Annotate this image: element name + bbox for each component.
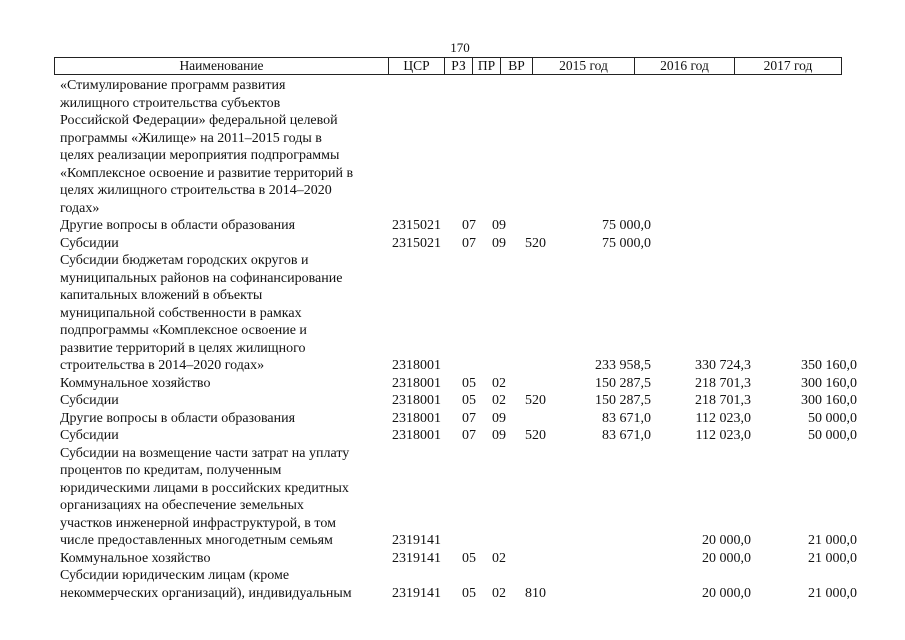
row-year-2017: 350 160,0 [801, 358, 857, 373]
row-csr: 2318001 [392, 358, 441, 373]
row-year-2015: 83 671,0 [602, 410, 651, 426]
row-year-2016: 218 701,3 [695, 393, 751, 408]
row-year-2016: 20 000,0 [702, 585, 751, 601]
row-year-2016: 20 000,0 [702, 550, 751, 566]
row-vr: 520 [525, 393, 546, 408]
row-rz: 07 [462, 428, 476, 443]
row-year-2016: 218 701,3 [695, 375, 751, 391]
row-rz: 07 [462, 235, 476, 251]
row-vr: 520 [525, 235, 546, 251]
row-rz: 05 [462, 585, 476, 601]
row-pr: 09 [492, 218, 506, 233]
row-csr: 2315021 [392, 218, 441, 233]
row-vr: 810 [525, 585, 546, 601]
row-pr: 09 [492, 428, 506, 443]
row-pr: 02 [492, 393, 506, 408]
row-vr: 520 [525, 428, 546, 443]
row-name-line: программы «Жилище» на 2011–2015 годы в [60, 130, 322, 146]
row-name-line: Субсидии бюджетам городских округов и [60, 253, 309, 268]
header-2015: 2015 год [533, 58, 635, 74]
row-year-2016: 20 000,0 [702, 533, 751, 548]
row-name-line: «Комплексное освоение и развитие территорий в [60, 165, 354, 181]
row-year-2016: 112 023,0 [695, 410, 751, 426]
row-year-2017: 50 000,0 [808, 410, 857, 426]
row-csr: 2319141 [392, 533, 441, 548]
row-pr: 02 [492, 375, 506, 391]
row-name-line: строительства в 2014–2020 годах» [60, 358, 265, 373]
row-rz: 05 [462, 550, 476, 566]
row-name-line: Другие вопросы в области образования [60, 410, 296, 426]
row-name-line: Субсидии юридическим лицам (кроме [60, 568, 290, 583]
row-name-line: числе предоставленных многодетным семьям [60, 533, 333, 548]
row-name-line: Другие вопросы в области образования [60, 218, 296, 233]
row-name-line: целях реализации мероприятия подпрограммы [60, 148, 340, 163]
row-pr: 02 [492, 550, 506, 566]
row-year-2016: 330 724,3 [695, 358, 751, 373]
row-name-line: подпрограммы «Комплексное освоение и [60, 323, 307, 338]
row-year-2015: 233 958,5 [595, 358, 651, 373]
page-number: 170 [450, 40, 470, 55]
row-rz: 05 [462, 375, 476, 391]
row-csr: 2318001 [392, 375, 441, 391]
header-vr: ВР [501, 58, 533, 74]
row-rz: 07 [462, 218, 476, 233]
row-name-line: участков инженерной инфраструктурой, в том [60, 515, 336, 531]
row-csr: 2319141 [392, 550, 441, 566]
row-name-line: развитие территорий в целях жилищного [60, 340, 306, 356]
row-pr: 02 [492, 585, 506, 601]
row-name-line: целях жилищного строительства в 2014–2020 [60, 183, 332, 198]
row-year-2017: 21 000,0 [808, 585, 857, 601]
row-rz: 07 [462, 410, 476, 426]
row-csr: 2318001 [392, 428, 441, 443]
row-name-line: юридическими лицами в российских кредитных [60, 480, 349, 496]
row-year-2015: 83 671,0 [602, 428, 651, 443]
row-year-2015: 75 000,0 [602, 235, 651, 251]
table-header [54, 57, 842, 75]
row-csr: 2315021 [392, 235, 441, 251]
header-2016: 2016 год [635, 58, 735, 74]
row-pr: 09 [492, 410, 506, 426]
row-name-line: процентов по кредитам, полученным [60, 463, 282, 478]
row-name-line: годах» [60, 200, 100, 216]
row-name-line: Субсидии [60, 428, 119, 443]
row-rz: 05 [462, 393, 476, 408]
row-year-2015: 150 287,5 [595, 393, 651, 408]
row-name-line: капитальных вложений в объекты [60, 288, 263, 303]
row-name-line: Субсидии на возмещение части затрат на уплату [60, 445, 350, 461]
header-2017: 2017 год [735, 58, 842, 74]
header-pr: ПР [473, 58, 501, 74]
row-name-line: организациях на обеспечение земельных [60, 498, 304, 513]
row-year-2017: 50 000,0 [808, 428, 857, 443]
row-year-2015: 150 287,5 [595, 375, 651, 391]
row-year-2015: 75 000,0 [602, 218, 651, 233]
row-name-line: муниципальной собственности в рамках [60, 305, 302, 321]
row-year-2016: 112 023,0 [695, 428, 751, 443]
row-csr: 2319141 [392, 585, 441, 601]
row-name-line: Коммунальное хозяйство [60, 550, 211, 566]
row-name-line: Коммунальное хозяйство [60, 375, 211, 391]
row-name-line: муниципальных районов на софинансирование [60, 270, 343, 286]
row-name-line: Субсидии [60, 393, 119, 408]
row-name-line: некоммерческих организаций), индивидуальным [60, 585, 352, 601]
header-rz: РЗ [445, 58, 473, 74]
row-csr: 2318001 [392, 410, 441, 426]
row-csr: 2318001 [392, 393, 441, 408]
row-year-2017: 21 000,0 [808, 533, 857, 548]
header-csr: ЦСР [389, 58, 445, 74]
row-year-2017: 300 160,0 [801, 393, 857, 408]
row-year-2017: 21 000,0 [808, 550, 857, 566]
row-name-line: Субсидии [60, 235, 119, 251]
row-pr: 09 [492, 235, 506, 251]
row-name-line: жилищного строительства субъектов [60, 95, 281, 111]
row-name-line: «Стимулирование программ развития [60, 78, 286, 93]
row-year-2017: 300 160,0 [801, 375, 857, 391]
row-name-line: Российской Федерации» федеральной целевой [60, 113, 338, 128]
header-name: Наименование [55, 58, 389, 74]
